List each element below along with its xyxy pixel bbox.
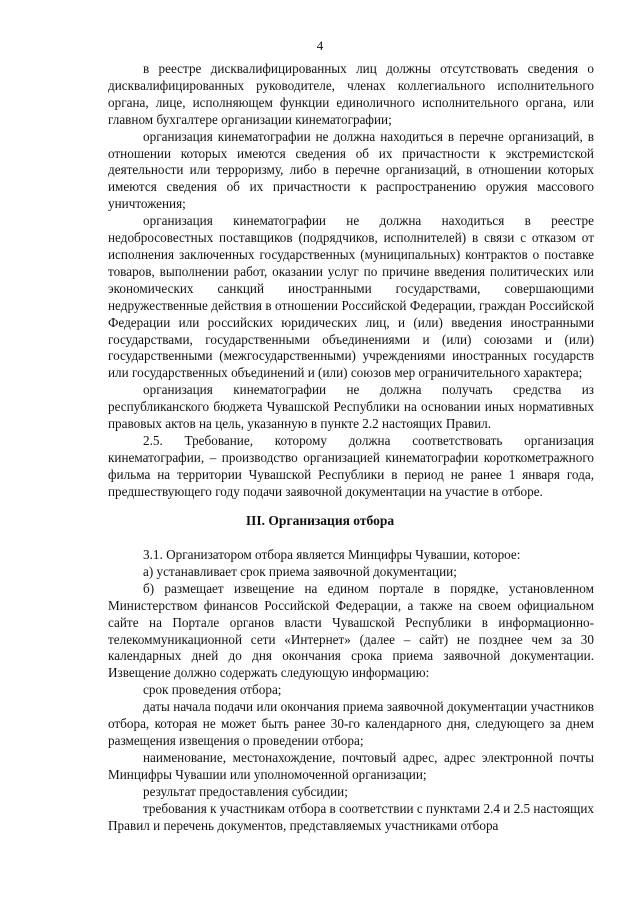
paragraph: в реестре дисквалифицированных лиц должны отсутствовать сведения о дисквалифицированных руководителе, членах коллегиального исполнительного органа, лице, исполняющем функции единоличного исполнительного органа, или главном бухгалтере организации кинематографии; — [108, 61, 594, 127]
section-heading: III. Организация отбора — [245, 513, 395, 528]
paragraph: организация кинематографии не должна находиться в перечне организаций, в отношении которых имеются сведения об их причастности к экстремистской деятельности или терроризму, либо в перечне организаций, в отношении которых имеются сведения об их причастности к распространению оружия массового уничтожения; — [108, 128, 594, 212]
paragraph: результат предоставления субсидии; — [143, 783, 348, 799]
body-text-top — [108, 61, 594, 501]
paragraph: 2.5. Требование, которому должна соответствовать организация кинематографии, – производство организацией кинематографии короткометражного фильма на территории Чувашской Республики в период не ранее 1 января года, предшествующего году подачи заявочной документации на участие в отборе. — [108, 432, 594, 499]
paragraph: срок проведения отбора; — [143, 682, 282, 698]
page-number: 4 — [316, 38, 324, 53]
paragraph: б) размещает извещение на едином портале в порядке, установленном Министерством финансов Российской Федерации, а также на своем официальном сайте на Портале органов власти Чувашской Республики в информационно-телекоммуникационной сети «Интернет» (далее – сайт) не позднее чем за 30 календарных дней до дня окончания срока приема заявочной документации. Извещение должно содержать следующую информацию: — [108, 580, 594, 681]
body-text-bottom — [108, 547, 594, 834]
paragraph: организация кинематографии не должна находиться в реестре недобросовестных поставщиков (подрядчиков, исполнителей) в связи с отказом от исполнения заключенных государственных (муниципальных) контрактов о поставке товаров, выполнении работ, оказании услуг по причине введения политических или экономических санкций иностранными государствами, совершающими недружественные действия в отношении Российской Федерации, граждан Российской Федерации или российских юридических лиц, и (или) введения иностранными государствами, государственными объединениями и (или) союзами и (или) государственными (межгосударственными) учреждениями иностранных государств или государственных объединений и (или) союзов мер ограничительного характера; — [108, 213, 594, 381]
paragraph: наименование, местонахождение, почтовый адрес, адрес электронной почты Минцифры Чувашии или уполномоченной организации; — [108, 749, 594, 782]
paragraph: даты начала подачи или окончания приема заявочной документации участников отбора, которая не может быть ранее 30-го календарного дня, следующего за днем размещения извещения о проведении отбора; — [108, 699, 594, 748]
paragraph: организация кинематографии не должна получать средства из республиканского бюджета Чувашской Республики на основании иных нормативных правовых актов на цель, указанную в пункте 2.2 настоящих Правил. — [108, 382, 594, 432]
paragraph: требования к участникам отбора в соответствии с пунктами 2.4 и 2.5 настоящих Правил и перечень документов, представляемых участниками отбора — [108, 800, 594, 833]
paragraph: 3.1. Организатором отбора является Минцифры Чувашии, которое: — [143, 547, 521, 562]
paragraph: а) устанавливает срок приема заявочной документации; — [143, 563, 457, 579]
